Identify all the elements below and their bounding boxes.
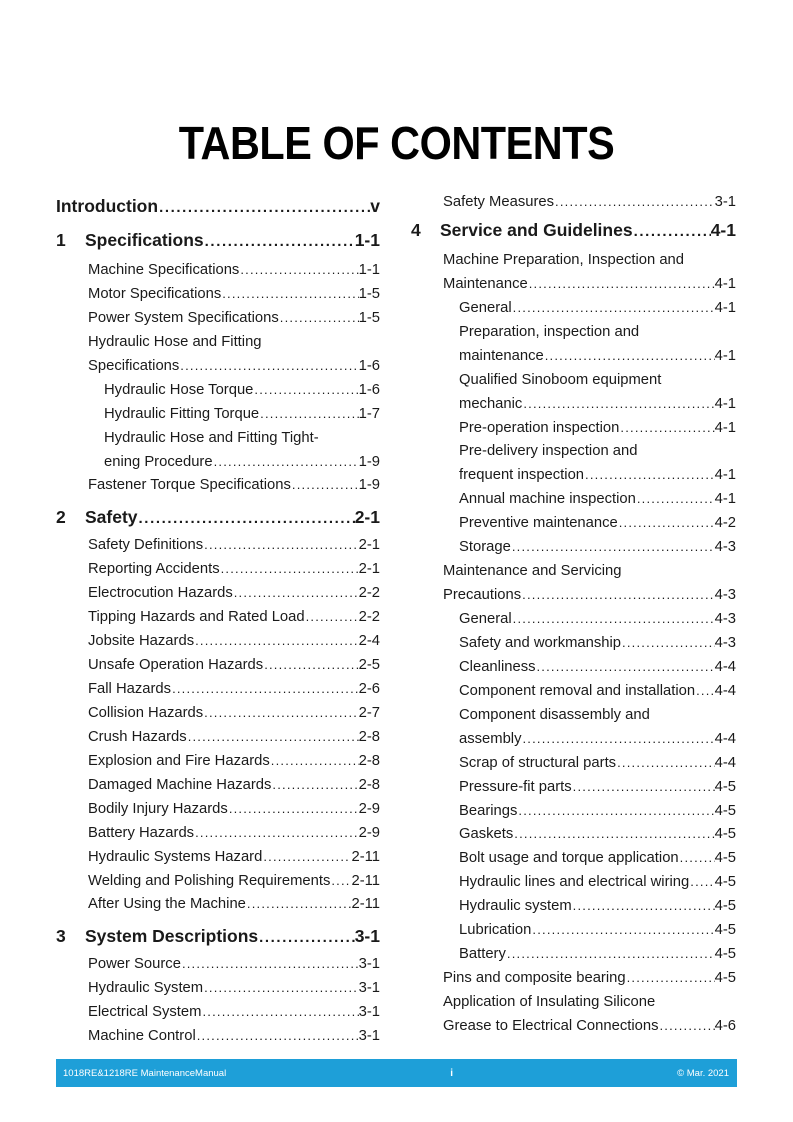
toc-entry-label: Reporting Accidents — [88, 561, 220, 578]
toc-page-number: 2-1 — [358, 561, 380, 578]
toc-dot-leader — [196, 1024, 359, 1048]
toc-dot-leader — [138, 505, 355, 533]
toc-entry[interactable] — [411, 775, 736, 799]
toc-page-number: 3-1 — [358, 1004, 380, 1021]
toc-entry-label: Specifications — [85, 230, 204, 250]
toc-entry-label: Collision Hazards — [88, 704, 204, 721]
toc-dot-leader — [194, 629, 359, 653]
toc-dot-leader — [270, 749, 359, 773]
toc-dot-leader — [517, 799, 714, 823]
toc-entry-label: Safety — [85, 507, 138, 528]
toc-dot-leader — [616, 751, 715, 775]
toc-page-number: 2-11 — [351, 896, 380, 913]
toc-dot-leader — [511, 535, 715, 559]
toc-entry — [411, 703, 736, 727]
toc-entry[interactable] — [56, 677, 380, 701]
toc-dot-leader — [554, 190, 715, 214]
toc-page-number: 4-1 — [714, 419, 736, 436]
toc-page-number: 4-1 — [714, 347, 736, 364]
toc-entry[interactable] — [56, 354, 380, 378]
toc-entry-label: Hydraulic System — [88, 980, 204, 997]
toc-dot-leader — [512, 607, 715, 631]
toc-entry[interactable] — [56, 378, 380, 402]
toc-entry-label: Power System Specifications — [88, 309, 279, 326]
toc-entry[interactable] — [411, 966, 736, 990]
toc-entry[interactable] — [411, 655, 736, 679]
toc-dot-leader — [220, 557, 359, 581]
toc-entry-label: Component removal and installation — [459, 682, 696, 699]
toc-page-number: 3-1 — [358, 980, 380, 997]
toc-page-number: 4-1 — [714, 395, 736, 412]
toc-page-number: 4-5 — [714, 826, 736, 843]
toc-entry-label: Battery — [459, 946, 506, 963]
toc-dot-leader — [263, 653, 358, 677]
page-footer — [56, 1059, 737, 1087]
toc-dot-leader — [521, 583, 714, 607]
toc-entry-label: System Descriptions — [85, 926, 259, 947]
toc-page-number: 2-11 — [351, 872, 380, 889]
toc-left-column — [56, 190, 380, 1048]
toc-page-number: 4-5 — [714, 802, 736, 819]
toc-page-number: 1-7 — [358, 405, 380, 422]
toc-entry-label: Component disassembly and — [459, 706, 650, 723]
toc-dot-leader — [291, 473, 359, 497]
toc-dot-leader — [228, 797, 359, 821]
toc-entry[interactable] — [411, 799, 736, 823]
toc-entry — [411, 368, 736, 392]
toc-entry-label: frequent inspection — [459, 467, 585, 484]
toc-page-number: 4-5 — [714, 922, 736, 939]
toc-entry[interactable] — [411, 727, 736, 751]
toc-page-number: 2-9 — [358, 824, 380, 841]
page-title: TABLE OF CONTENTS — [178, 117, 615, 169]
toc-page-number: 2-8 — [358, 728, 380, 745]
toc-dot-leader — [194, 821, 359, 845]
toc-page-number: 1-6 — [358, 381, 380, 398]
toc-page-number: 4-1 — [714, 299, 736, 316]
toc-entry-label: Qualified Sinoboom equipment — [459, 371, 662, 388]
toc-dot-leader — [512, 296, 715, 320]
toc-entry[interactable] — [56, 749, 380, 773]
toc-page-number: 2-5 — [358, 657, 380, 674]
toc-entry-label: assembly — [459, 730, 522, 747]
toc-entry[interactable] — [411, 272, 736, 296]
toc-chapter-number: 1 — [56, 230, 66, 250]
toc-page-number: 4-1 — [714, 491, 736, 508]
toc-entry[interactable] — [56, 533, 380, 557]
toc-page-number: 2-6 — [358, 681, 380, 697]
toc-entry-label: General — [459, 611, 512, 627]
toc-page-number: 2-1 — [354, 507, 380, 528]
toc-entry-label: Grease to Electrical Connections — [443, 1017, 659, 1034]
toc-page-number: 4-1 — [714, 467, 736, 484]
toc-entry[interactable] — [56, 282, 380, 306]
toc-entry[interactable] — [411, 822, 736, 846]
toc-chapter-entry[interactable] — [56, 226, 380, 254]
toc-dot-leader — [179, 354, 358, 378]
toc-page-number: 2-8 — [358, 752, 380, 769]
toc-dot-leader — [233, 581, 359, 605]
toc-entry-label: Fastener Torque Specifications — [88, 477, 291, 494]
toc-dot-leader — [522, 727, 715, 751]
toc-dot-leader — [221, 282, 358, 306]
toc-dot-leader — [528, 272, 715, 296]
toc-entry[interactable] — [56, 869, 380, 893]
toc-entry[interactable] — [411, 918, 736, 942]
toc-page-number: 3-1 — [358, 1028, 380, 1045]
toc-page-number: 4-4 — [714, 754, 736, 771]
toc-dot-leader — [158, 194, 370, 222]
toc-dot-leader — [305, 605, 359, 629]
toc-entry[interactable] — [411, 487, 736, 511]
toc-dot-leader — [239, 258, 358, 282]
toc-entry-label: Hydraulic lines and electrical wiring — [459, 874, 690, 891]
toc-page-number: 4-5 — [714, 946, 736, 963]
toc-page-number: 1-9 — [358, 477, 380, 494]
toc-entry[interactable] — [411, 751, 736, 775]
toc-entry-label: maintenance — [459, 347, 544, 364]
toc-entry[interactable] — [411, 511, 736, 535]
toc-entry-label: Fall Hazards — [88, 681, 172, 697]
toc-page-number: 4-5 — [714, 778, 736, 795]
toc-entry[interactable] — [56, 821, 380, 845]
toc-entry-label: Battery Hazards — [88, 824, 195, 841]
toc-page-number: 2-1 — [358, 537, 380, 554]
toc-dot-leader — [689, 870, 714, 894]
toc-entry-label: Safety and workmanship — [459, 634, 622, 651]
toc-entry[interactable] — [56, 976, 380, 1000]
toc-entry-label: Preparation, inspection and — [459, 323, 640, 340]
toc-entry-label: Explosion and Fire Hazards — [88, 752, 270, 769]
toc-dot-leader — [246, 892, 352, 916]
toc-page-number: v — [370, 196, 380, 216]
toc-dot-leader — [204, 228, 355, 256]
toc-page-number: 1-1 — [358, 262, 380, 278]
toc-entry-label: Bodily Injury Hazards — [88, 800, 228, 817]
toc-entry-label: Application of Insulating Silicone — [443, 994, 656, 1010]
toc-entry-label: Hydraulic Fitting Torque — [104, 405, 260, 422]
toc-entry[interactable] — [411, 870, 736, 894]
footer-manual-name: 1018RE&1218RE MaintenanceManual — [63, 1067, 227, 1079]
toc-entry — [411, 439, 736, 463]
toc-entry-label: Machine Specifications — [88, 262, 240, 278]
toc-dot-leader — [201, 1000, 358, 1024]
toc-page-number: 2-2 — [358, 609, 380, 626]
toc-dot-leader — [621, 631, 715, 655]
toc-chapter-number: 2 — [56, 507, 66, 528]
toc-dot-leader — [619, 416, 714, 440]
toc-chapter-number: 4 — [411, 219, 421, 240]
toc-entry — [56, 330, 380, 354]
toc-page-number: 1-1 — [354, 230, 380, 250]
toc-entry[interactable] — [411, 631, 736, 655]
toc-dot-leader — [171, 677, 359, 701]
toc-page-number: 4-3 — [714, 539, 736, 556]
toc-entry-label: Electrocution Hazards — [88, 585, 233, 602]
toc-dot-leader — [253, 378, 358, 402]
toc-entry-label: Safety Definitions — [88, 537, 204, 554]
toc-dot-leader — [187, 725, 359, 749]
toc-dot-leader — [203, 533, 358, 557]
toc-page-number: 4-5 — [714, 898, 736, 915]
toc-entry-label: Pins and composite bearing — [443, 970, 626, 987]
toc-entry[interactable] — [411, 846, 736, 870]
toc-entry-label: Pre-delivery inspection and — [459, 443, 638, 460]
toc-entry[interactable] — [411, 942, 736, 966]
toc-page-number: 2-11 — [351, 848, 380, 865]
toc-dot-leader — [213, 450, 359, 474]
toc-entry-label: Annual machine inspection — [459, 491, 636, 508]
toc-entry-label: Safety Measures — [443, 194, 555, 210]
toc-dot-leader — [536, 655, 715, 679]
toc-entry[interactable] — [56, 557, 380, 581]
toc-entry[interactable] — [56, 629, 380, 653]
toc-entry[interactable] — [56, 402, 380, 426]
toc-entry-label: Maintenance and Servicing — [443, 563, 622, 580]
toc-page-number: 3-1 — [354, 926, 380, 947]
toc-entry[interactable] — [56, 258, 380, 282]
toc-page-number: 1-9 — [358, 453, 380, 470]
toc-dot-leader — [695, 679, 715, 703]
toc-page-number: 3-1 — [358, 956, 380, 973]
toc-entry[interactable] — [56, 725, 380, 749]
toc-entry[interactable] — [56, 701, 380, 725]
toc-entry[interactable] — [411, 392, 736, 416]
toc-entry-label: Welding and Polishing Requirements — [88, 872, 331, 889]
toc-entry-label: Pre-operation inspection — [459, 419, 620, 436]
toc-entry-label: Damaged Machine Hazards — [88, 776, 272, 793]
toc-entry-label: Maintenance — [443, 275, 528, 292]
toc-right-column — [411, 190, 736, 1038]
footer-date: © Mar. 2021 — [677, 1067, 729, 1079]
toc-entry[interactable] — [56, 1024, 380, 1048]
toc-page-number: 2-4 — [358, 633, 380, 650]
toc-dot-leader — [618, 511, 715, 535]
toc-entry[interactable] — [56, 1000, 380, 1024]
toc-chapter-entry[interactable] — [56, 503, 380, 531]
toc-page-number: 4-4 — [714, 658, 736, 675]
toc-dot-leader — [330, 869, 351, 893]
toc-page-number: 2-7 — [358, 704, 380, 721]
toc-entry-label: Electrical System — [88, 1004, 202, 1021]
toc-page-number: 2-9 — [358, 800, 380, 817]
toc-entry-label: mechanic — [459, 395, 523, 412]
toc-chapter-entry[interactable] — [56, 922, 380, 950]
toc-dot-leader — [279, 306, 359, 330]
toc-entry[interactable] — [411, 607, 736, 631]
toc-entry-label: Gaskets — [459, 826, 514, 843]
toc-entry-label: Bearings — [459, 802, 518, 819]
toc-entry-label: Storage — [459, 539, 511, 556]
toc-page-number: 4-5 — [714, 970, 736, 987]
toc-entry-label: Pressure-fit parts — [459, 778, 572, 795]
toc-entry[interactable] — [56, 473, 380, 497]
toc-entry-label: Cleanliness — [459, 658, 536, 675]
toc-dot-leader — [584, 463, 715, 487]
toc-entry[interactable] — [56, 192, 380, 220]
toc-entry-label: Hydraulic Systems Hazard — [88, 848, 263, 865]
toc-dot-leader — [572, 894, 715, 918]
toc-page-number: 2-8 — [358, 776, 380, 793]
toc-page-number: 2-2 — [358, 585, 380, 602]
toc-entry[interactable] — [56, 306, 380, 330]
toc-entry-label: Bolt usage and torque application — [459, 850, 679, 867]
toc-entry[interactable] — [411, 344, 736, 368]
toc-entry-label: Hydraulic Hose and Fitting Tight- — [104, 429, 319, 446]
toc-entry[interactable] — [56, 653, 380, 677]
toc-entry-label: ening Procedure — [104, 453, 213, 470]
toc-entry-label: General — [459, 299, 512, 316]
toc-dot-leader — [513, 822, 714, 846]
toc-dot-leader — [522, 392, 714, 416]
toc-entry[interactable] — [411, 535, 736, 559]
toc-page-number: 4-4 — [714, 730, 736, 747]
footer-page-number: i — [450, 1067, 454, 1079]
toc-page-number: 4-4 — [714, 682, 736, 699]
toc-entry-label: Machine Control — [88, 1028, 196, 1045]
toc-entry-label: Jobsite Hazards — [88, 633, 195, 650]
toc-entry-label: Unsafe Operation Hazards — [88, 657, 264, 674]
toc-entry[interactable] — [411, 679, 736, 703]
toc-entry[interactable] — [56, 605, 380, 629]
toc-entry-label: Tipping Hazards and Rated Load — [88, 609, 305, 626]
toc-entry-label: Crush Hazards — [88, 728, 187, 745]
toc-entry-label: After Using the Machine — [88, 896, 246, 913]
toc-dot-leader — [259, 402, 358, 426]
toc-dot-leader — [203, 701, 358, 725]
toc-entry[interactable] — [411, 296, 736, 320]
toc-entry[interactable] — [411, 463, 736, 487]
toc-entry-label: Machine Preparation, Inspection and — [443, 251, 685, 268]
toc-dot-leader — [626, 966, 715, 990]
toc-dot-leader — [544, 344, 715, 368]
toc-dot-leader — [658, 1014, 714, 1038]
toc-entry[interactable] — [56, 845, 380, 869]
toc-page-number: 4-1 — [714, 275, 736, 292]
toc-dot-leader — [203, 976, 358, 1000]
toc-page-number: 3-1 — [714, 194, 736, 210]
toc-entry-label: Lubrication — [459, 922, 532, 939]
toc-entry-label: Hydraulic Hose and Fitting — [88, 333, 262, 350]
toc-entry[interactable] — [411, 1014, 736, 1038]
toc-page-number: 4-3 — [714, 611, 736, 627]
toc-dot-leader — [572, 775, 715, 799]
toc-entry-label: Service and Guidelines — [440, 219, 633, 240]
toc-entry — [56, 426, 380, 450]
toc-dot-leader — [181, 952, 359, 976]
toc-dot-leader — [531, 918, 714, 942]
toc-page-number: 1-6 — [358, 357, 380, 374]
toc-entry-label: Specifications — [88, 357, 180, 374]
toc-entry[interactable] — [56, 581, 380, 605]
toc-dot-leader — [633, 218, 711, 246]
toc-page-number: 4-3 — [714, 587, 736, 604]
toc-entry[interactable] — [56, 892, 380, 916]
toc-page-number: 1-5 — [358, 309, 380, 326]
toc-page-number: 4-6 — [714, 1017, 736, 1034]
toc-dot-leader — [258, 924, 355, 952]
toc-entry[interactable] — [411, 894, 736, 918]
toc-chapter-entry[interactable] — [411, 216, 736, 244]
toc-entry-label: Preventive maintenance — [459, 515, 618, 532]
toc-page-number: 4-3 — [714, 634, 736, 651]
toc-entry[interactable] — [56, 450, 380, 474]
toc-entry[interactable] — [411, 190, 736, 214]
toc-entry-label: Motor Specifications — [88, 285, 222, 302]
toc-entry[interactable] — [56, 952, 380, 976]
toc-dot-leader — [636, 487, 715, 511]
toc-entry[interactable] — [56, 773, 380, 797]
toc-dot-leader — [262, 845, 351, 869]
toc-entry-label: Power Source — [88, 956, 181, 973]
toc-entry — [411, 990, 736, 1014]
toc-entry[interactable] — [411, 583, 736, 607]
toc-entry — [411, 320, 736, 344]
toc-entry[interactable] — [411, 416, 736, 440]
toc-entry — [411, 559, 736, 583]
toc-dot-leader — [679, 846, 715, 870]
toc-page-number: 4-1 — [710, 219, 736, 240]
toc-page-number: 4-5 — [714, 850, 736, 867]
toc-dot-leader — [271, 773, 358, 797]
toc-entry-label: Hydraulic Hose Torque — [104, 381, 254, 398]
toc-dot-leader — [506, 942, 715, 966]
toc-entry[interactable] — [56, 797, 380, 821]
toc-page-number: 4-2 — [714, 515, 736, 532]
toc-entry-label: Introduction — [56, 196, 159, 216]
toc-entry-label: Scrap of structural parts — [459, 754, 617, 771]
toc-entry-label: Precautions — [443, 587, 522, 604]
toc-entry-label: Hydraulic system — [459, 898, 572, 915]
toc-page-number: 4-5 — [714, 874, 736, 891]
toc-page-number: 1-5 — [358, 285, 380, 302]
toc-entry — [411, 248, 736, 272]
toc-chapter-number: 3 — [56, 926, 66, 947]
